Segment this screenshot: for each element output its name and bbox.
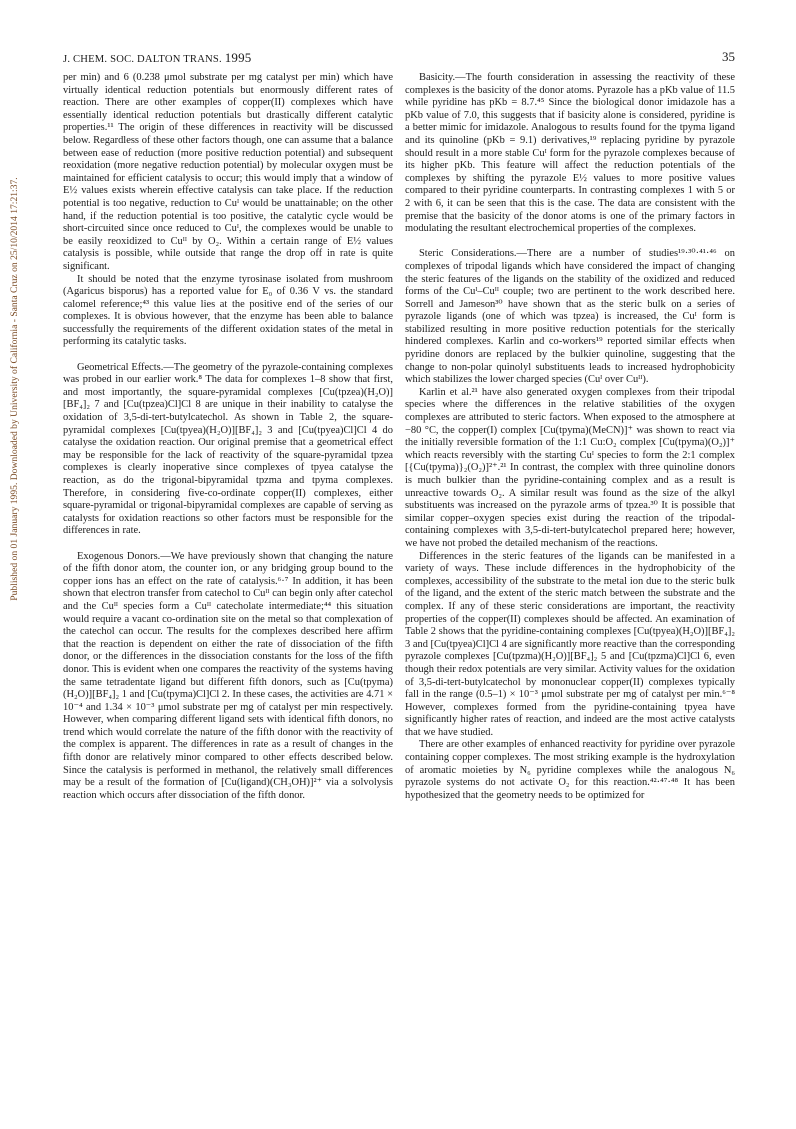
download-watermark-text: Published on 01 January 1995. Downloaded by University of California - Santa Cruz on 25/10/2014 17:21:37. (9, 177, 20, 601)
paragraph-exogenous-donors: Exogenous Donors.—We have previously shown that changing the nature of the fifth donor atom, the counter ion, or any bridging group bound to the copper ions has an effect on the rate of catalysis.⁶·⁷ In addition, it has been shown that electron transfer from catechol to Cuᴵᴵ can begin only after catechol and the Cuᴵᴵ species form a Cuᴵᴵ catecholate intermediate;⁴⁴ this situation would require a vacant co-ordination site on the metal so that complexation of the catechol can occur. The results for the complexes described here affirm that the reaction is dependent on either the rate of dissociation of the fifth donor, or the differences in the dissociation constants for the loss of the fifth donor. This is evident when one compares the reactivity of the systems having the same tetradentate ligand but different fifth donors, such as [Cu(tpyma)(H₂O)][BF₄]₂ 1 and [Cu(tpyma)Cl]Cl 2. In these cases, the activities are 4.71 × 10⁻⁴ and 1.34 × 10⁻³ μmol substrate per mg of catalyst per min respectively. However, when comparing different ligand sets with identical fifth donors, no trend which would correlate the nature of the fifth donor with the reactivity of the complex is apparent. The differences in rate as a result of changes in the fifth donor are relatively minor compared to other effects described below. Since the catalysis is performed in methanol, the relatively small differences may be a result of the formation of [Cu(ligand)(CH₃OH)]²⁺ via a solvolysis reaction which occurs after dissociation of the fifth donor. (63, 550, 393, 801)
download-watermark (8, 140, 26, 640)
journal-year: 1995 (224, 50, 252, 65)
paragraph-basicity: Basicity.—The fourth consideration in assessing the reactivity of these complexes is the basicity of the donor atoms. Pyrazole has a pKb value of 11.5 while pyridine has pKb = 8.7.⁴⁵ Since the biological donor imidazole has a pKb value of 7.0, this suggests that if basicity alone is considered, pyridine is a better mimic for imidazole. Analogous to results found for the tpyma ligand and its quinoline (pKb = 9.1) derivatives,¹⁹ replacing pyridine by pyrazole should result in a more stable Cuᴵ form for the pyrazole complexes because of its higher pKb. This feature will affect the reduction potentials of the complexes by shifting the pyrazole E½ values to more positive values compared to their pyridine counterparts. In contrasting complexes 1 with 5 or 2 with 6, it can be seen that this is the case. The data are consistent with the premise that the basicity of the donor atoms is one of the primary factors in modulating the resultant electrochemical properties of the complexes. (405, 72, 735, 235)
page-header (63, 50, 735, 66)
right-column (405, 72, 735, 1102)
paragraph-steric-differences: Differences in the steric features of the ligands can be manifested in a variety of ways. These include differences in the hydrophobicity of the complexes, accessibility of the substrate to the metal ion due to the steric bulk of the ligand, and the extent of the steric match between the substrate and the complex. If any of these steric considerations are important, the reactivity properties of the copper(II) complexes should be affected. An examination of Table 2 shows that the pyridine-containing complexes [Cu(tpyea)(H₂O)][BF₄]₂ 3 and [Cu(tpyea)Cl]Cl 4 are significantly more reactive than the corresponding pyrazole complexes [Cu(tpzma)(H₂O)][BF₄]₂ 5 and [Cu(tpzma)Cl]Cl 6, even though their redox potentials are very similar. Activity values for the oxidation of 3,5-di-tert-butylcatechol by mononuclear copper(II) complexes typically fall in the range (0.5–1) × 10⁻³ μmol substrate per mg of catalyst per min.⁶⁻⁸ However, complexes formed from the pyridine-containing tpyea have significantly higher rates of reaction, and indeed are the most active catalysts that we have studied. (405, 550, 735, 738)
paragraph-enhanced-reactivity: There are other examples of enhanced reactivity for pyridine over pyrazole containing copper complexes. The most striking example is the hydroxylation of aromatic moieties by N₆ pyridine complexes while the analogous N₆ pyrazole systems do not activate O₂ for this reaction.⁴²·⁴⁷·⁴⁸ It has been hypothesized that the geometry needs to be optimized for (405, 739, 735, 801)
paragraph-geometrical-effects: Geometrical Effects.—The geometry of the pyrazole-containing complexes was probed in our earlier work.⁸ The data for complexes 1–8 show that first, and most importantly, the square-pyramidal complexes [Cu(tpzea)(H₂O)][BF₄]₂ 7 and [Cu(tpzea)Cl]Cl 8 are unique in their inability to catalyse the oxidation of 3,5-di-tert-butylcatechol. As shown in Table 2, the square-pyramidal complexes [Cu(tpyea)(H₂O)][BF₄]₂ 3 and [Cu(tpyea)Cl]Cl 4 do catalyse the oxidation reaction. Our original premise that a geometrical effect may be responsible for the lack of reactivity of the square-pyramidal tpzea complexes is clearly inoperative since complexes of tpyea catalyse the reaction, as do the trigonal-bipyramidal tpzma and tpyma complexes. Therefore, in considering five-co-ordinate copper(II) complexes, either square-pyramidal or trigonal-bipyramidal complexes are capable of serving as catalysts for oxidation reactions so other factors must be responsible for the differences in rate. (63, 361, 393, 537)
journal-name: J. CHEM. SOC. DALTON TRANS. (63, 54, 222, 65)
paragraph-steric-considerations: Steric Considerations.—There are a number of studies¹⁹·³⁰·⁴¹·⁴⁶ on complexes of tripodal ligands which have considered the impact of changing the steric features of the ligands on the stability of the oxidized and reduced forms of the Cuᴵ–Cuᴵᴵ couple; two are pertinent to the work described here. Sorrell and Jameson³⁰ have shown that as the steric bulk on a series of pyrazole ligands (one of which was tpzea) is increased, the Cuᴵ form is stabilized resulting in more positive reduction potentials for the sterically hindered complexes. Karlin and co-workers¹⁹ reported similar effects when pyridine donors are replaced by the bulkier quinoline, suggesting that the change to non-polar quinolyl substituents leads to increased hydrophobicity which stabilizes the lower charged species (Cuᴵ over Cuᴵᴵ). (405, 248, 735, 386)
paragraph-continued: per min) and 6 (0.238 μmol substrate per mg catalyst per min) which have virtually identical reduction potentials but enormously different rates of reaction. There are other examples of copper(II) complexes which have essentially identical reduction potentials but drastically different catalytic properties.¹¹ The origin of these differences in reactivity will be discussed below. Regardless of these other factors though, one can assume that a balance between ease of reduction (more positive reduction potential) and subsequent reoxidation (more negative reduction potential) by molecular oxygen must be maintained for efficient catalysis to occur; this would imply that a window of E½ values exists wherein effective catalysis can take place. If the reduction potential is too negative, reduction to Cuᴵ would be unattainable; on the other hand, if the reduction potential is too positive, the catalytic cycle would be short-circuited since once reduced to Cuᴵ, the complexes would be unable to be easily reoxidized to Cuᴵᴵ by O₂. Within a certain range of E½ values catalysis is possible, while outside that range the drop off in rate is quite significant. (63, 72, 393, 272)
paragraph-oxygen-complexes: Karlin et al.²¹ have also generated oxygen complexes from their tripodal species where the differences in the relative stabilities of the oxygen complexes are attributed to steric factors. When exposed to the atmosphere at −80 °C, the copper(I) complex [Cu(tpyma)(MeCN)]⁺ was shown to react via the initially reversible formation of the 1:1 Cu:O₂ complex [Cu(tpyma)(O₂)]⁺ which reacts reversibly with the starting Cuᴵ species to form the 2:1 complex [{Cu(tpyma)}₂(O₂)]²⁺.²¹ In contrast, the complex with three quinoline donors is much bulkier than the pyridine-containing complex and as a result is unreactive towards O₂. A similar result was found as the size of the alkyl substituents was increased on the pyrazole arms of tpzea.³⁰ It is possible that similar copper–oxygen species exist during the reaction of the tripodal-containing complexes with 3,5-di-tert-butylcatechol prepared here; however, we have not probed the detailed mechanism of the reactions. (405, 386, 735, 549)
journal-citation (63, 50, 252, 66)
left-column (63, 72, 393, 1102)
page-number: 35 (722, 49, 735, 64)
paragraph-tyrosinase: It should be noted that the enzyme tyrosinase isolated from mushroom (Agaricus bisporus) has a reported value for E₀ of 0.36 V vs. the standard calomel reference;⁴³ this value lies at the positive end of the series of our complexes. It is obvious however, that the enzyme has been able to balance successfully the requirements of the different oxidation states of the metal in performing its catalytic tasks. (63, 273, 393, 348)
